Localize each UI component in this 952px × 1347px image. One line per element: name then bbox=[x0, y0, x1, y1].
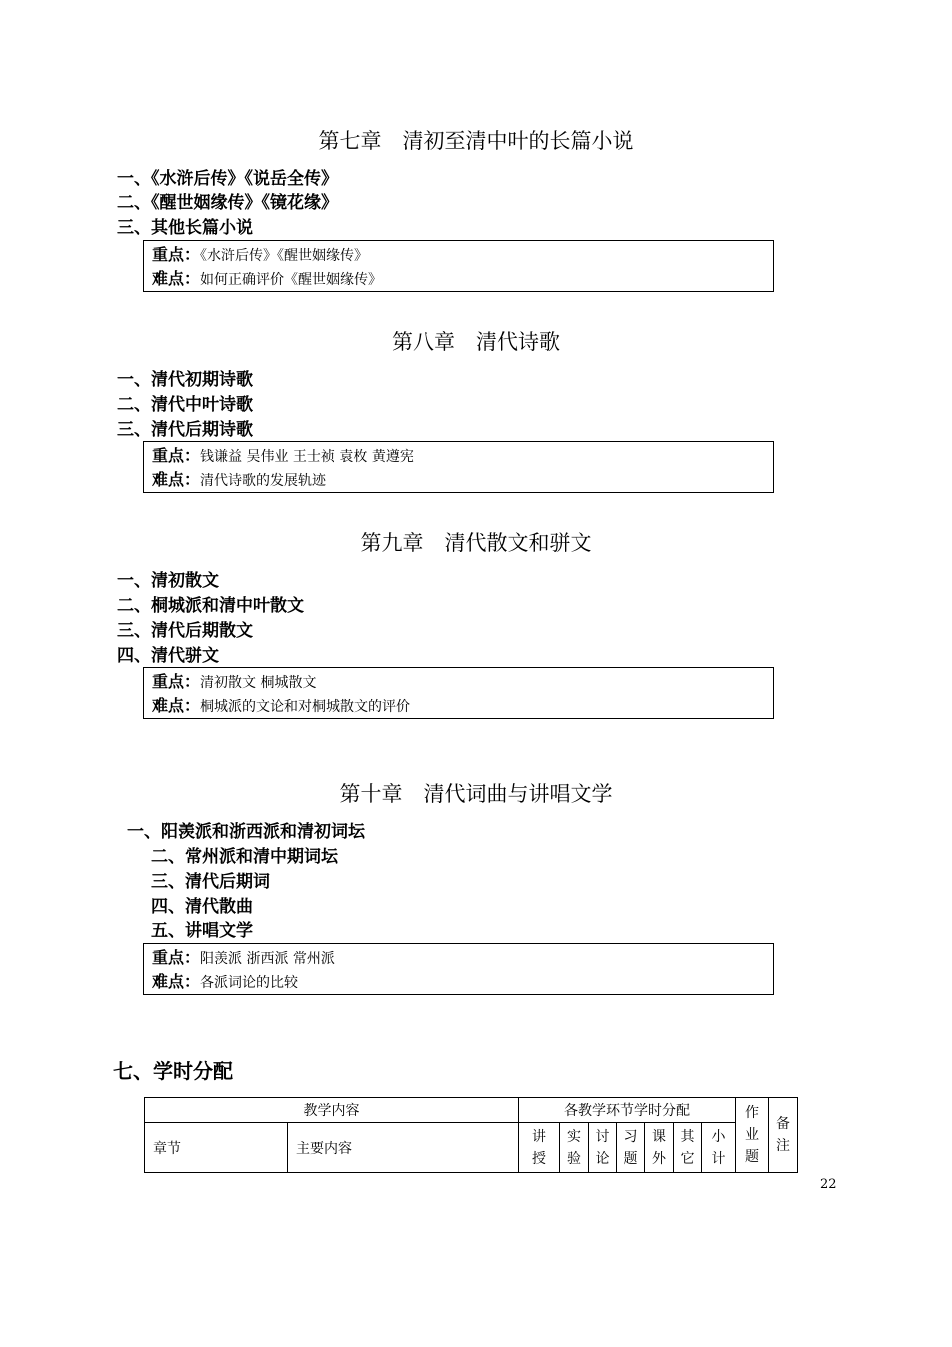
difficulty-text: 清代诗歌的发展轨迹 bbox=[200, 473, 327, 489]
ch10-item-5: 五、讲唱文学 bbox=[151, 921, 253, 941]
ch9-key-box bbox=[143, 667, 774, 719]
difficulty-text: 各派词论的比较 bbox=[200, 975, 299, 991]
key-label: 重点： bbox=[152, 446, 201, 465]
key-label: 重点： bbox=[152, 245, 201, 264]
ch10-item-2: 二、常州派和清中期词坛 bbox=[151, 847, 338, 867]
chapter-header: 章节 bbox=[145, 1123, 288, 1173]
extracurricular-header: 课 外 bbox=[645, 1123, 674, 1173]
exercise-header: 习 题 bbox=[617, 1123, 645, 1173]
ch7-item-1: 一、《水浒后传》《说岳全传》 bbox=[117, 169, 338, 189]
difficulty-label: 难点： bbox=[152, 696, 201, 715]
key-text: 《水浒后传》《醒世姻缘传》 bbox=[200, 248, 369, 264]
ch10-item-4: 四、清代散曲 bbox=[151, 897, 253, 917]
difficulty-text: 桐城派的文论和对桐城散文的评价 bbox=[200, 699, 411, 715]
key-text: 清初散文 桐城散文 bbox=[200, 675, 317, 691]
ch10-item-3: 三、清代后期词 bbox=[151, 872, 270, 892]
ch10-key-box bbox=[143, 943, 774, 995]
chapter-8-title: 第八章 清代诗歌 bbox=[392, 330, 560, 354]
ch7-item-3: 三、其他长篇小说 bbox=[117, 218, 253, 238]
discussion-header: 讨 论 bbox=[589, 1123, 617, 1173]
ch8-key-box bbox=[143, 441, 774, 493]
chapter-10-title: 第十章 清代词曲与讲唱文学 bbox=[339, 782, 613, 806]
ch7-item-2: 二、《醒世姻缘传》《镜花缘》 bbox=[117, 193, 338, 213]
remarks-header: 备 注 bbox=[769, 1098, 798, 1173]
key-label: 重点： bbox=[152, 948, 201, 967]
teaching-content-header: 教学内容 bbox=[145, 1098, 519, 1123]
main-content-header: 主要内容 bbox=[288, 1123, 519, 1173]
ch9-item-1: 一、清初散文 bbox=[117, 571, 219, 591]
ch8-item-3: 三、清代后期诗歌 bbox=[117, 420, 253, 440]
ch10-item-1: 一、阳羡派和浙西派和清初词坛 bbox=[127, 822, 365, 842]
section-7-heading: 七、学时分配 bbox=[113, 1059, 233, 1083]
ch9-item-4: 四、清代骈文 bbox=[117, 646, 219, 666]
homework-header: 作 业 题 bbox=[736, 1098, 769, 1173]
key-text: 阳羡派 浙西派 常州派 bbox=[200, 951, 335, 967]
chapter-9-title: 第九章 清代散文和骈文 bbox=[360, 531, 592, 555]
page-number: 22 bbox=[820, 1177, 837, 1192]
lecture-header: 讲 授 bbox=[519, 1123, 560, 1173]
other-header: 其 它 bbox=[674, 1123, 702, 1173]
ch9-item-3: 三、清代后期散文 bbox=[117, 621, 253, 641]
hours-allocation-header: 各教学环节学时分配 bbox=[519, 1098, 736, 1123]
experiment-header: 实 验 bbox=[560, 1123, 589, 1173]
ch8-item-1: 一、清代初期诗歌 bbox=[117, 370, 253, 390]
hours-allocation-table bbox=[144, 1097, 798, 1173]
difficulty-label: 难点： bbox=[152, 972, 201, 991]
subtotal-header: 小 计 bbox=[702, 1123, 736, 1173]
key-label: 重点： bbox=[152, 672, 201, 691]
ch8-item-2: 二、清代中叶诗歌 bbox=[117, 395, 253, 415]
difficulty-text: 如何正确评价《醒世姻缘传》 bbox=[200, 272, 383, 288]
key-text: 钱谦益 吴伟业 王士祯 袁枚 黄遵宪 bbox=[200, 449, 414, 465]
difficulty-label: 难点： bbox=[152, 470, 201, 489]
chapter-7-title: 第七章 清初至清中叶的长篇小说 bbox=[318, 129, 634, 153]
ch7-key-box bbox=[143, 240, 774, 292]
difficulty-label: 难点： bbox=[152, 269, 201, 288]
ch9-item-2: 二、桐城派和清中叶散文 bbox=[117, 596, 304, 616]
